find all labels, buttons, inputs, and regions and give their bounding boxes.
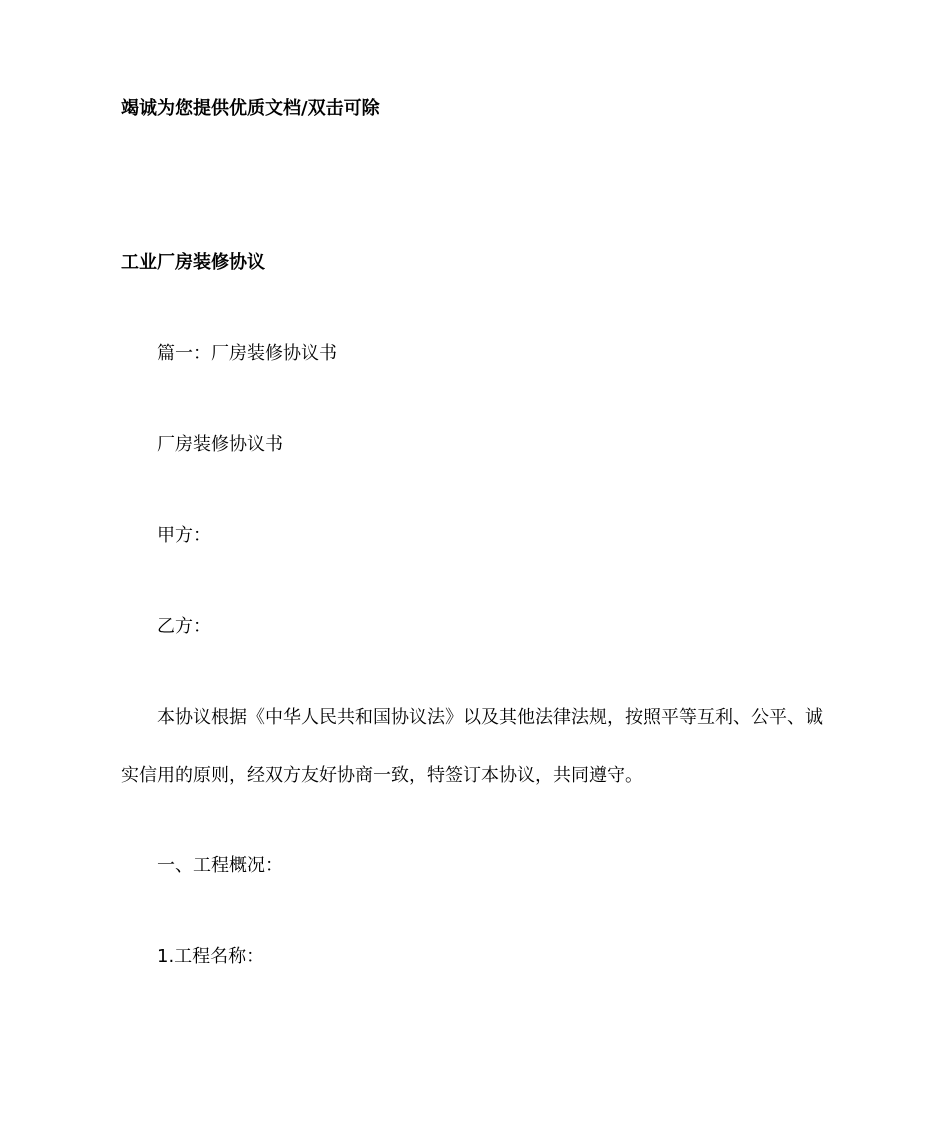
header-note: 竭诚为您提供优质文档/双击可除	[121, 98, 380, 119]
party-a-line: 甲方：	[157, 525, 211, 546]
section-project-overview: 一、工程概况：	[157, 855, 283, 876]
section-heading-part-one: 篇一：厂房装修协议书	[157, 343, 337, 364]
preamble-line-2: 实信用的原则，经双方友好协商一致，特签订本协议，共同遵守。	[121, 765, 643, 786]
party-b-line: 乙方：	[157, 616, 211, 637]
document-title: 工业厂房装修协议	[121, 252, 265, 273]
preamble-line-1: 本协议根据《中华人民共和国协议法》以及其他法律法规，按照平等互利、公平、诚	[157, 707, 823, 728]
project-name-line: 1.工程名称：	[157, 946, 265, 967]
agreement-subtitle: 厂房装修协议书	[157, 434, 283, 455]
